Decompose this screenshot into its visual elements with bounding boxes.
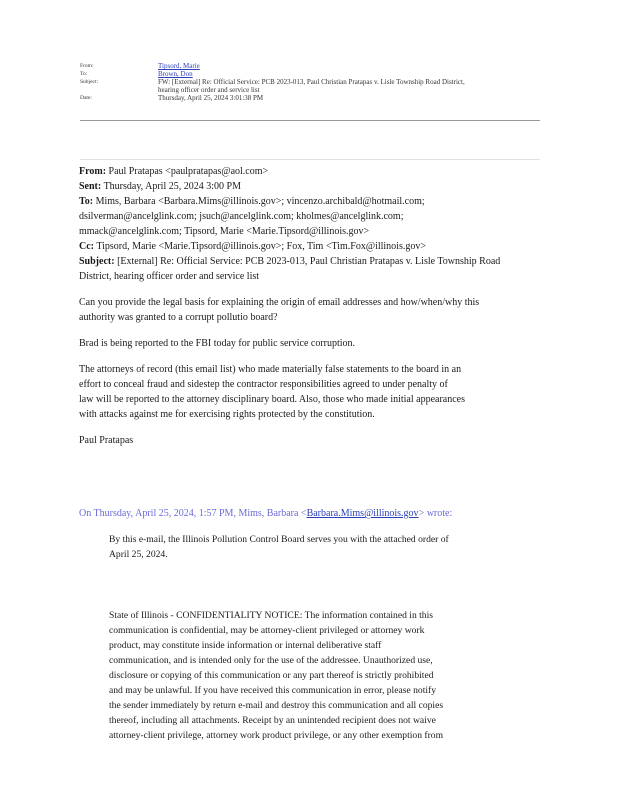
forwarded-sent — [79, 179, 541, 194]
message-paragraph: effort to conceal fraud and sidestep the contractor responsibilities agreed to under penalty of — [79, 379, 448, 390]
forwarded-to-line: dsilverman@ancelglink.com; jsuch@ancelglink.com; kholmes@ancelglink.com; — [79, 211, 404, 222]
quoted-header — [79, 506, 452, 521]
header-to-link[interactable]: Brown, Don — [158, 70, 193, 78]
header-to-label: To: — [80, 71, 88, 77]
quoted-intro-end: > wrote: — [418, 508, 453, 519]
forwarded-subject-line: District, hearing officer order and service list — [79, 271, 260, 282]
header-subject-line: FW: [External] Re: Official Service: PCB 2023-013, Paul Christian Pratapas v. Lisle Township Road District, — [158, 78, 465, 86]
forwarded-cc — [79, 239, 541, 254]
confidentiality-notice-line: attorney-client privilege, attorney work product privilege, or any other exemption from — [109, 730, 444, 741]
quoted-paragraph: By this e-mail, the Illinois Pollution Control Board serves you with the attached order of — [109, 534, 449, 545]
quoted-message — [109, 532, 509, 743]
confidentiality-notice-line: the sender immediately by return e-mail and destroy this communication and all copies — [109, 700, 444, 711]
header-from-row — [80, 62, 540, 70]
spacer — [109, 562, 509, 608]
signature: Paul Pratapas — [79, 435, 134, 446]
forwarded-to-label: To: — [79, 196, 94, 207]
header-divider — [80, 120, 540, 121]
header-subject-line: hearing officer order and service list — [158, 86, 260, 94]
quoted-email-link[interactable]: Barbara.Mims@illinois.gov — [306, 508, 419, 519]
confidentiality-notice-line: communication, and is intended only for the use of the addressee. Unauthorized use, — [109, 655, 433, 666]
forwarded-from-label: From: — [79, 166, 107, 177]
forwarded-cc-value: Tipsord, Marie <Marie.Tipsord@illinois.gov>; Fox, Tim <Tim.Fox@illinois.gov> — [96, 241, 426, 252]
header-from-link[interactable]: Tipsord, Marie — [158, 62, 200, 70]
message-paragraph: The attorneys of record (this email list) who made materially false statements to the board in an — [79, 364, 462, 375]
forwarded-subject-label: Subject: — [79, 256, 115, 267]
message-body — [79, 164, 541, 448]
forwarded-from-value: Paul Pratapas <paulpratapas@aol.com> — [108, 166, 269, 177]
spacer — [79, 284, 541, 295]
confidentiality-notice-line: disclosure or copying of this communication or any part thereof is strictly prohibited — [109, 670, 434, 681]
forwarded-to-line: mmack@ancelglink.com; Tipsord, Marie <Marie.Tipsord@illinois.gov> — [79, 226, 370, 237]
forwarded-to — [79, 194, 541, 209]
forwarded-sent-label: Sent: — [79, 181, 102, 192]
quoted-paragraph: April 25, 2024. — [109, 549, 168, 560]
forwarded-to-line: Mims, Barbara <Barbara.Mims@illinois.gov>; vincenzo.archibald@hotmail.com; — [95, 196, 425, 207]
quoted-intro: On Thursday, April 25, 2024, 1:57 PM, Mims, Barbara < — [79, 508, 307, 519]
message-paragraph: with attacks against me for exercising rights protected by the constitution. — [79, 409, 375, 420]
header-subject-value — [158, 78, 540, 94]
confidentiality-notice-line: thereof, including all attachments. Receipt by an unintended recipient does not waive — [109, 715, 436, 726]
header-date-label: Date: — [80, 95, 92, 101]
confidentiality-notice-line: communication is confidential, may be attorney-client privileged or attorney work — [109, 625, 425, 636]
spacer — [79, 351, 541, 362]
message-paragraph: authority was granted to a corrupt pollutio board? — [79, 312, 278, 323]
forwarded-cc-label: Cc: — [79, 241, 94, 252]
forwarded-subject-line: [External] Re: Official Service: PCB 2023-013, Paul Christian Pratapas v. Lisle Township Road — [117, 256, 501, 267]
header-to-row — [80, 70, 540, 78]
print-header — [80, 62, 540, 102]
message-paragraph: Brad is being reported to the FBI today for public service corruption. — [79, 338, 356, 349]
spacer — [79, 325, 541, 336]
header-subject-row — [80, 78, 540, 94]
header-subject-label: Subject: — [80, 79, 99, 85]
message-paragraph: Can you provide the legal basis for explaining the origin of email addresses and how/when/why this — [79, 297, 480, 308]
forwarded-sent-value: Thursday, April 25, 2024 3:00 PM — [103, 181, 241, 192]
forwarded-subject — [79, 254, 541, 269]
header-from-label: From: — [80, 63, 94, 69]
body-divider — [80, 159, 540, 160]
confidentiality-notice-line: product, may constitute inside information or internal deliberative staff — [109, 640, 382, 651]
confidentiality-notice-line: and may be unlawful. If you have received this communication in error, please notify — [109, 685, 437, 696]
message-paragraph: law will be reported to the attorney disciplinary board. Also, those who made initial appearances — [79, 394, 465, 405]
confidentiality-notice-line: State of Illinois - CONFIDENTIALITY NOTICE: The information contained in this — [109, 610, 433, 621]
forwarded-from — [79, 164, 541, 179]
spacer — [79, 422, 541, 433]
header-date-value: Thursday, April 25, 2024 3:01:38 PM — [158, 94, 264, 102]
header-date-row — [80, 94, 540, 102]
